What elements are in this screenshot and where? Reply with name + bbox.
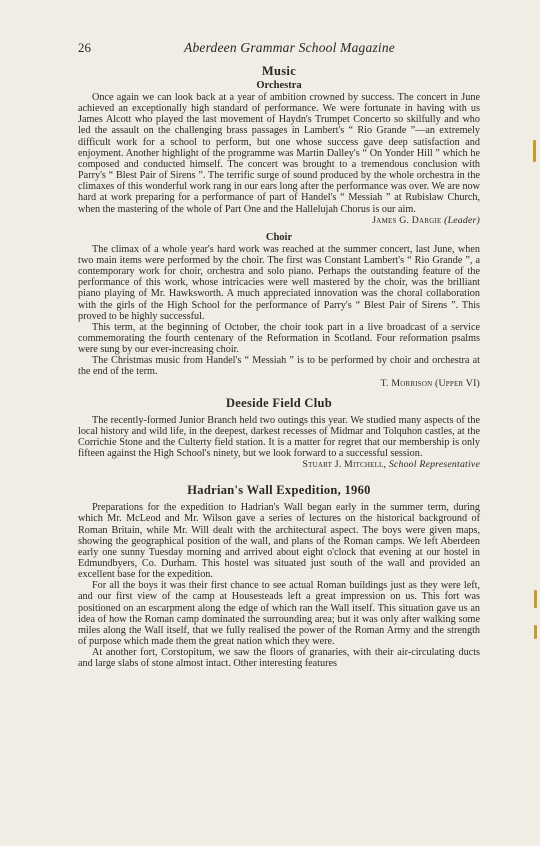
page-content [78, 64, 480, 670]
deeside-paragraph: The recently-formed Junior Branch held two outings this year. We studied many aspects of the local history and wild life, in the deepest, darkest recesses of Midmar and Tolquhon castles, at the Corrichie Stone and the Culterty field station. It is a matter for regret that our membership is only fifteen against the High School's ninety, but we look forward to a successful session. [78, 414, 480, 460]
section-title-music: Music [261, 64, 297, 78]
signature-role: (Leader) [444, 214, 480, 226]
orchestra-paragraph: Once again we can look back at a year of ambition crowned by success. The concert in June achieved an exceptionally high standard of performance. We were fortunate in having with us James Alcott who played the last movement of Haydn's Trumpet Concerto so skilfully and who led the assault on the challenging brass passages in Lambert's “ Rio Grande ”—an extremely difficult work for a school to perform, but one whose success gave deep satisfaction and enjoyment. Another highlight of the programme was Martin Dalley's “ On Yonder Hill ” which he composed and conducted himself. The concert was brought to a tremendous conclusion with Parry's “ Blest Pair of Sirens ”. The terrific surge of sound produced by the whole orchestra in the climaxes of this wonderful work rang in our ears long after the performance was over. We are now hard at work preparing for a performance of part of Handel's “ Messiah ” at Rubislaw Church, when the mastering of the whole of Part One and the Hallelujah Chorus is our aim. [78, 92, 480, 215]
signature-role: School Representative [388, 459, 480, 471]
orchestra-signature [78, 215, 480, 227]
margin-mark [533, 140, 536, 162]
page-number: 26 [78, 40, 91, 55]
hadrian-paragraph-2: For all the boys it was their first chance to see actual Roman buildings just as they were left, and our first view of the camp at Housesteads left a great impression on us. This fort was positioned on an escarpment along the edge of which ran the Wall itself. This situation gave us an idea of how the Roman camp dominated the surrounding area; but it was only after walking some miles along the Wall itself, that we fully realised the power of the Roman Army and the strength of purpose which made them the great nation which they were. [78, 580, 480, 648]
hadrian-paragraph-1: Preparations for the expedition to Hadrian's Wall began early in the summer term, during which Mr. McLeod and Mr. Wilson gave a series of lectures on the historical background of Roman Britain, while Mr. Will dealt with the architectural aspect. The boys were given maps, showing the geographical position of the wall, and plans of the Roman camps. We left Aberdeen early one sunny Tuesday morning and arrived about eight o'clock that evening at our hostel in Edmundbyers, Co. Durham. This hostel was situated just south of the wall and provided an excellent base for the expedition. [78, 502, 480, 581]
subsection-title-choir: Choir [265, 231, 293, 243]
choir-paragraph-1: The climax of a whole year's hard work was reached at the summer concert, last June, when two main items were performed by the choir. The first was Constant Lambert's “ Rio Grande ”, a contemporary work for choir, orchestra and solo piano. Perhaps the outstanding feature of the performance of this work, whose intricacies were well mastered by the choir, was the brilliant piano playing of Mr. Hawksworth. A much appreciated innovation was the choral collaboration with the girls of the High School for the performance of Parry's “ Blest Pair of Sirens ”. This proved to be highly successful. [78, 243, 480, 322]
choir-paragraph-3: The Christmas music from Handel's “ Messiah ” is to be performed by choir and orchestra at the end of the term. [78, 355, 480, 378]
signature-name: James G. Dargie [372, 214, 442, 226]
section-title-hadrian: Hadrian's Wall Expedition, 1960 [187, 483, 371, 498]
deeside-signature [78, 459, 480, 471]
page-header [78, 40, 480, 56]
signature-name: Stuart J. Mitchell, [302, 459, 387, 471]
section-title-deeside: Deeside Field Club [225, 395, 333, 410]
hadrian-paragraph-3: At another fort, Corstopitum, we saw the floors of granaries, with their air-circulating ducts and large slabs of stone almost intact. Other interesting features [78, 647, 480, 670]
magazine-title: Aberdeen Grammar School Magazine [184, 40, 395, 55]
choir-signature: T. Morrison (Upper VI) [380, 377, 480, 389]
margin-mark [534, 590, 537, 608]
margin-mark [534, 625, 537, 639]
choir-paragraph-2: This term, at the beginning of October, the choir took part in a live broadcast of a service commemorating the fourth centenary of the Reformation in Scotland. Four reformation psalms were sung by our ever-increasing choir. [78, 321, 480, 356]
subsection-title-orchestra: Orchestra [256, 80, 302, 91]
